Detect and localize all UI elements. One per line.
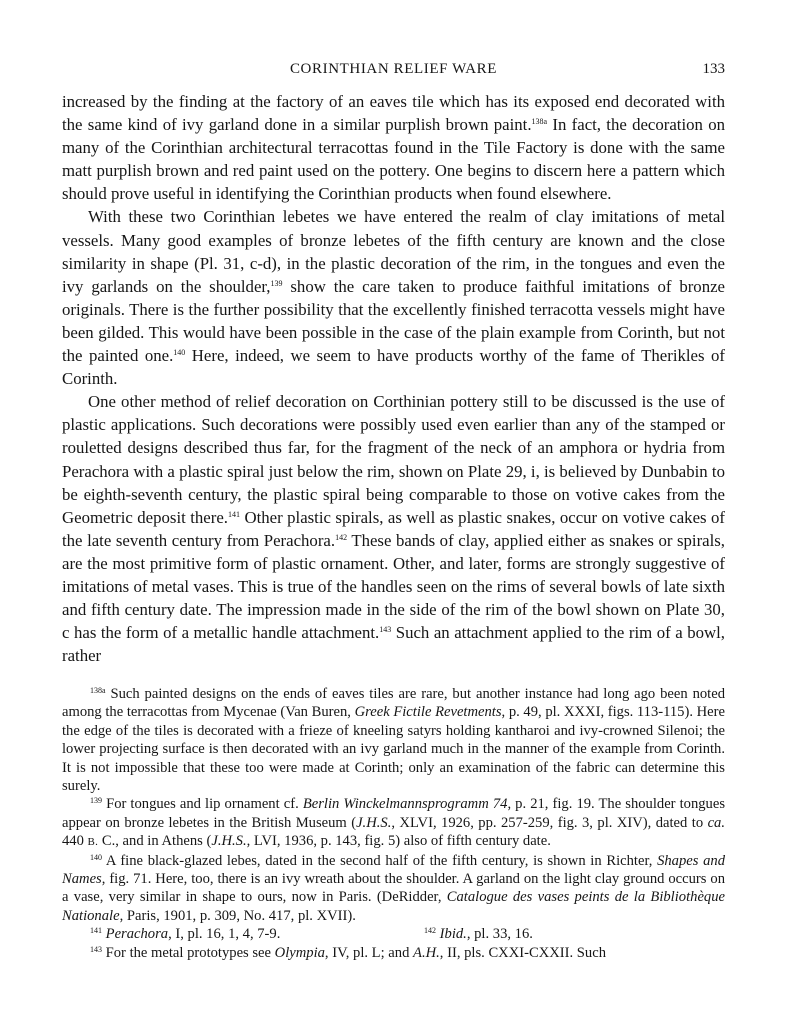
footnote-text: , IV, pl. L; and	[324, 944, 414, 961]
footnote-italic: Catalogue des vases peints de la Bibliothèque Nationale	[62, 889, 725, 924]
paragraph-2	[62, 205, 725, 390]
footnote-text: , II, pls. CXXI-CXXII. Such	[439, 944, 606, 961]
footnote-ref-141: 141	[227, 509, 240, 519]
footnote-mark: 138a	[90, 686, 106, 695]
footnote-text: , p. 49, pl. XXXI, figs. 113-115). Here the edge of the tiles is decorated with a frieze of kneeling satyrs holding kantharoi and ivy-crowned Silenoi; the lower projecting surface is then decorated with an ivy garland much in the manner of the example from Corinth. It is not impossible that these too were made at Corinth; only an examination of the fabric can determine this surely.	[62, 704, 725, 795]
footnote-smallcaps: B.	[87, 836, 99, 849]
footnote-text: A fine black-glazed lebes, dated in the second half of the fifth century, is shown in Richter,	[102, 852, 658, 869]
running-head	[62, 58, 725, 80]
footnote-mark: 142	[424, 926, 436, 936]
paragraph-3	[62, 390, 725, 667]
page-number: 133	[702, 61, 725, 77]
footnote-ref-142: 142	[335, 532, 348, 542]
footnote-italic: Greek Fictile Revetments	[354, 704, 502, 721]
footnotes	[62, 685, 725, 962]
footnote-text: , LVI, 1936, p. 143, fig. 5) also of fifth century date.	[246, 833, 551, 850]
footnote-mark: 143	[90, 944, 102, 954]
footnote-text: C., and in Athens (	[98, 833, 212, 850]
paragraph-text: Other plastic spirals, as well as plastic snakes, occur on votive cakes of the late seventh century from Perachora.	[62, 507, 726, 550]
paragraph-text: Such an attachment applied to the rim of a bowl, rather	[62, 623, 725, 666]
footnote-140	[62, 852, 725, 926]
footnote-ref-138a: 138a	[531, 117, 548, 127]
paragraph-text: Here, indeed, we seem to have products worthy of the fame of Therikles of Corinth.	[62, 346, 725, 389]
footnote-italic: Olympia	[274, 944, 325, 961]
running-title: CORINTHIAN RELIEF WARE	[289, 61, 498, 77]
paragraph-text: One other method of relief decoration on Corthinian pottery still to be discussed is the use of plastic applications. Such decorations were possibly used even earlier than any of the stamped or rouletted designs described thus far, for the fragment of the neck of an amphora or hydria from Perachora with a plastic spiral just below the rim, shown on Plate 29, i, is believed by Dunbabin to be eighth-seventh century, the plastic spiral being comparable to those on votive cakes from the Geometric deposit there.	[62, 392, 725, 527]
footnote-italic: ca.	[707, 814, 725, 831]
footnote-138a	[62, 685, 725, 795]
footnote-italic: J.H.S.	[356, 814, 392, 831]
footnote-142	[424, 925, 533, 943]
footnote-141	[90, 925, 280, 943]
footnote-text: , Paris, 1901, p. 309, No. 417, pl. XVII).	[119, 907, 356, 924]
footnote-mark: 141	[90, 926, 102, 936]
footnote-italic: Shapes and Names	[62, 852, 725, 888]
footnote-text: , p. 21, fig. 19. The shoulder tongues appear on bronze lebetes in the British Museum (	[62, 796, 726, 831]
footnote-text: For tongues and lip ornament cf.	[102, 796, 303, 813]
body-text	[62, 90, 725, 667]
footnote-row-141-142	[62, 925, 725, 943]
footnote-italic: A.H.	[413, 944, 440, 961]
footnote-ref-139: 139	[270, 278, 283, 288]
paragraph-text: With these two Corinthian lebetes we have entered the realm of clay imitations of metal vessels. Many good examples of bronze lebetes of the fifth century are known and the close similarity in shape (Pl. 31, c-d), in the plastic decoration of the rim, in the tongues and even the ivy garlands on the shoulder,	[62, 207, 725, 296]
footnote-ref-143: 143	[379, 625, 392, 635]
footnote-text: Such painted designs on the ends of eaves tiles are rare, but another instance had long ago been noted among the terracottas from Mycenae (Van Buren,	[62, 686, 725, 721]
footnote-mark: 140	[90, 852, 102, 862]
footnote-text: , I, pl. 16, 1, 4, 7-9.	[168, 926, 281, 943]
paragraph-text: increased by the finding at the factory of an eaves tile which has its exposed end decorated with the same kind of ivy garland done in a similar purplish brown paint.	[62, 92, 725, 135]
paragraph-text: These bands of clay, applied either as snakes or spirals, are the most primitive form of plastic ornament. Other, and later, forms are strongly suggestive of imitations of metal vases. This is true of the handles seen on the rims of several bowls of late sixth and fifth century date. The impression made in the side of the rim of the bowl shown on Plate 30, c has the form of a metallic handle attachment.	[62, 530, 726, 643]
footnote-text: , XLVI, 1926, pp. 257-259, fig. 3, pl. XIV), dated to	[391, 814, 708, 831]
footnote-italic: Berlin Winckelmannsprogramm 74	[302, 796, 508, 813]
paragraph-text: show the care taken to produce faithful imitations of bronze originals. There is the further possibility that the excellently finished terracotta vessels might have been gilded. This would have been possible in the case of the plain example from Corinth, but not the painted one.	[62, 276, 725, 366]
footnote-ref-140: 140	[173, 348, 186, 358]
footnote-italic: J.H.S.	[211, 833, 247, 850]
footnote-italic: Perachora	[105, 926, 169, 943]
paragraph-1	[62, 90, 725, 205]
footnote-text: 440	[62, 833, 88, 850]
footnote-139	[62, 795, 725, 851]
paragraph-text: In fact, the decoration on many of the Corinthian architectural terracottas found in the Tile Factory is done with the same matt purplish brown and red paint used on the pottery. One begins to discern here a pattern which should prove useful in identifying the Corinthian products when found elsewhere.	[62, 115, 725, 204]
footnote-italic: Ibid.	[439, 926, 467, 943]
footnote-143	[62, 944, 725, 962]
footnote-text: , fig. 71. Here, too, there is an ivy wreath about the shoulder. A garland on the light clay ground occurs on a vase, very similar in shape to ours, now in Paris. (DeRidder,	[62, 871, 725, 906]
footnote-text: , pl. 33, 16.	[466, 926, 533, 943]
footnote-text: For the metal prototypes see	[102, 944, 275, 961]
footnote-mark: 139	[90, 796, 102, 806]
